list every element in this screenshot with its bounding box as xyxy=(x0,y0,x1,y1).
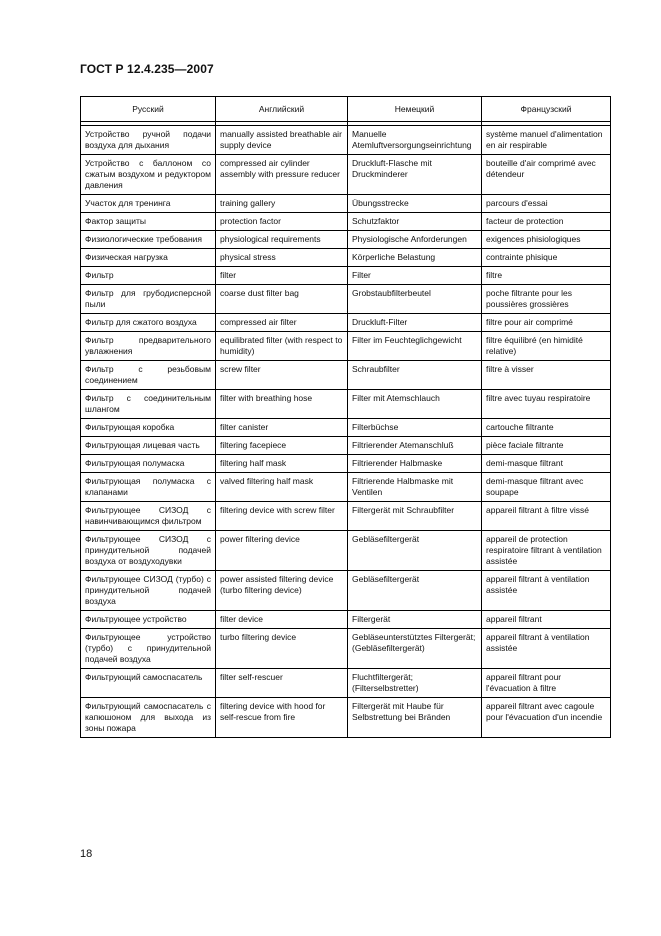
term-french: facteur de protection xyxy=(482,213,611,231)
term-french: demi-masque filtrant xyxy=(482,455,611,473)
term-russian: Фильтр xyxy=(81,267,216,285)
column-header-russian: Русский xyxy=(81,97,216,122)
table-row xyxy=(81,419,611,437)
term-russian: Фильтр с соединительным шлангом xyxy=(81,390,216,419)
term-english: filter with breathing hose xyxy=(216,390,348,419)
table-row xyxy=(81,332,611,361)
table-row xyxy=(81,698,611,738)
term-russian: Устройство ручной подачи воздуха для дыхания xyxy=(81,126,216,155)
term-russian: Фильтр предварительного увлажнения xyxy=(81,332,216,361)
term-german: Filter im Feuchteglichgewicht xyxy=(348,332,482,361)
terms-table xyxy=(80,96,611,738)
term-english: coarse dust filter bag xyxy=(216,285,348,314)
term-french: bouteille d'air comprimé avec détendeur xyxy=(482,155,611,195)
term-french: filtre équilibré (en himidité relative) xyxy=(482,332,611,361)
term-french: exigences phisiologiques xyxy=(482,231,611,249)
term-german: Körperliche Belastung xyxy=(348,249,482,267)
term-french: système manuel d'alimentation en air respirable xyxy=(482,126,611,155)
term-english: manually assisted breathable air supply device xyxy=(216,126,348,155)
table-row xyxy=(81,126,611,155)
term-russian: Фильтрующая полумаска с клапанами xyxy=(81,473,216,502)
term-german: Gebläsefiltergerät xyxy=(348,531,482,571)
term-english: protection factor xyxy=(216,213,348,231)
term-german: Gebläseunterstütztes Filtergerät; (Gebläsefiltergerät) xyxy=(348,629,482,669)
table-row xyxy=(81,571,611,611)
term-russian: Фильтрующее СИЗОД с навинчивающимся фильтром xyxy=(81,502,216,531)
table-header-row xyxy=(81,97,611,122)
term-french: contrainte phisique xyxy=(482,249,611,267)
term-french: pièce faciale filtrante xyxy=(482,437,611,455)
term-russian: Фильтр с резьбовым соединением xyxy=(81,361,216,390)
term-german: Filtrierende Halbmaske mit Ventilen xyxy=(348,473,482,502)
table-row xyxy=(81,473,611,502)
table-row xyxy=(81,390,611,419)
term-russian: Фактор защиты xyxy=(81,213,216,231)
term-russian: Фильтрующая полумаска xyxy=(81,455,216,473)
table-row xyxy=(81,155,611,195)
table-row xyxy=(81,361,611,390)
term-french: cartouche filtrante xyxy=(482,419,611,437)
table-row xyxy=(81,611,611,629)
term-russian: Фильтр для грубодисперсной пыли xyxy=(81,285,216,314)
term-french: appareil de protection respiratoire filtrant à ventilation assistée xyxy=(482,531,611,571)
term-english: filter canister xyxy=(216,419,348,437)
term-english: filter xyxy=(216,267,348,285)
table-row xyxy=(81,437,611,455)
table-row xyxy=(81,455,611,473)
term-russian: Устройство с баллоном со сжатым воздухом и редуктором давления xyxy=(81,155,216,195)
term-english: screw filter xyxy=(216,361,348,390)
term-german: Filter mit Atemschlauch xyxy=(348,390,482,419)
term-german: Filtergerät xyxy=(348,611,482,629)
term-french: appareil filtrant à ventilation assistée xyxy=(482,571,611,611)
term-english: compressed air cylinder assembly with pressure reducer xyxy=(216,155,348,195)
column-header-french: Французский xyxy=(482,97,611,122)
term-russian: Фильтрующее устройство (турбо) с принудительной подачей воздуха xyxy=(81,629,216,669)
term-french: demi-masque filtrant avec soupape xyxy=(482,473,611,502)
term-german: Gebläsefiltergerät xyxy=(348,571,482,611)
term-french: appareil filtrant à ventilation assistée xyxy=(482,629,611,669)
term-english: filtering half mask xyxy=(216,455,348,473)
term-french: appareil filtrant à filtre vissé xyxy=(482,502,611,531)
term-russian: Физиологические требования xyxy=(81,231,216,249)
term-german: Physiologische Anforderungen xyxy=(348,231,482,249)
term-english: filter self-rescuer xyxy=(216,669,348,698)
table-row xyxy=(81,314,611,332)
term-german: Druckluft-Flasche mit Druckminderer xyxy=(348,155,482,195)
table-row xyxy=(81,195,611,213)
term-german: Filtergerät mit Schraubfilter xyxy=(348,502,482,531)
term-english: compressed air filter xyxy=(216,314,348,332)
term-german: Manuelle Atemluftversorgungseinrichtung xyxy=(348,126,482,155)
term-russian: Фильтрующий самоспасатель с капюшоном для выхода из зоны пожара xyxy=(81,698,216,738)
term-english: filtering device with hood for self-rescue from fire xyxy=(216,698,348,738)
term-russian: Фильтрующий самоспасатель xyxy=(81,669,216,698)
table-row xyxy=(81,531,611,571)
term-english: physiological requirements xyxy=(216,231,348,249)
term-german: Schutzfaktor xyxy=(348,213,482,231)
term-french: filtre xyxy=(482,267,611,285)
document-title: ГОСТ Р 12.4.235—2007 xyxy=(80,62,214,76)
term-russian: Физическая нагрузка xyxy=(81,249,216,267)
term-english: equilibrated filter (with respect to humidity) xyxy=(216,332,348,361)
term-german: Filter xyxy=(348,267,482,285)
column-header-german: Немецкий xyxy=(348,97,482,122)
term-french: filtre pour air comprimé xyxy=(482,314,611,332)
table-row xyxy=(81,629,611,669)
term-english: valved filtering half mask xyxy=(216,473,348,502)
term-french: appareil filtrant xyxy=(482,611,611,629)
table-row xyxy=(81,502,611,531)
column-header-english: Английский xyxy=(216,97,348,122)
term-german: Filtergerät mit Haube für Selbstrettung bei Bränden xyxy=(348,698,482,738)
table-row xyxy=(81,669,611,698)
table-row xyxy=(81,285,611,314)
term-english: training gallery xyxy=(216,195,348,213)
term-german: Fluchtfiltergerät; (Filterselbstretter) xyxy=(348,669,482,698)
term-french: parcours d'essai xyxy=(482,195,611,213)
term-english: filter device xyxy=(216,611,348,629)
term-english: physical stress xyxy=(216,249,348,267)
term-english: power filtering device xyxy=(216,531,348,571)
table-row xyxy=(81,231,611,249)
term-german: Grobstaubfilterbeutel xyxy=(348,285,482,314)
term-russian: Фильтрующее СИЗОД (турбо) с принудительной подачей воздуха xyxy=(81,571,216,611)
term-german: Filtrierender Halbmaske xyxy=(348,455,482,473)
term-english: filtering device with screw filter xyxy=(216,502,348,531)
table-row xyxy=(81,267,611,285)
term-english: turbo filtering device xyxy=(216,629,348,669)
term-russian: Фильтрующее СИЗОД с принудительной подачей воздуха от воздуходувки xyxy=(81,531,216,571)
term-french: filtre avec tuyau respiratoire xyxy=(482,390,611,419)
term-french: poche filtrante pour les poussières grossières xyxy=(482,285,611,314)
term-french: appareil filtrant pour l'évacuation à filtre xyxy=(482,669,611,698)
term-russian: Фильтрующее устройство xyxy=(81,611,216,629)
table-row xyxy=(81,249,611,267)
term-english: power assisted filtering device (turbo filtering device) xyxy=(216,571,348,611)
term-russian: Фильтр для сжатого воздуха xyxy=(81,314,216,332)
term-german: Schraubfilter xyxy=(348,361,482,390)
page-number: 18 xyxy=(80,848,93,860)
table-row xyxy=(81,213,611,231)
term-german: Filtrierender Atemanschluß xyxy=(348,437,482,455)
term-english: filtering facepiece xyxy=(216,437,348,455)
term-german: Druckluft-Filter xyxy=(348,314,482,332)
term-russian: Фильтрующая коробка xyxy=(81,419,216,437)
term-french: appareil filtrant avec cagoule pour l'évacuation d'un incendie xyxy=(482,698,611,738)
term-russian: Фильтрующая лицевая часть xyxy=(81,437,216,455)
term-russian: Участок для тренинга xyxy=(81,195,216,213)
term-french: filtre à visser xyxy=(482,361,611,390)
term-german: Filterbüchse xyxy=(348,419,482,437)
term-german: Übungsstrecke xyxy=(348,195,482,213)
